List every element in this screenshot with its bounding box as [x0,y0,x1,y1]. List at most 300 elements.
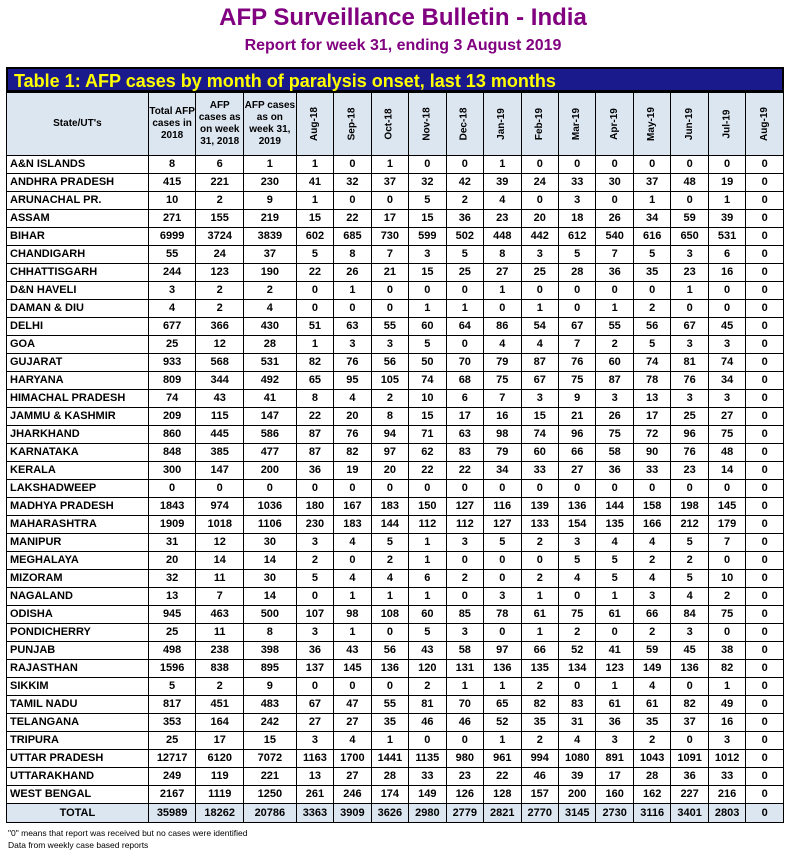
table-row [7,264,784,282]
table-row [7,390,784,408]
case-count: 531 [244,354,297,372]
table-row [7,588,784,606]
footnote-source: Data from weekly case based reports [8,840,149,850]
case-count: 0 [746,534,784,552]
case-count: 0 [148,480,196,498]
case-count: 5 [296,246,333,264]
case-count: 46 [446,714,483,732]
case-count: 4 [334,732,371,750]
case-count: 183 [334,516,371,534]
case-count: 4 [148,300,196,318]
case-count: 15 [296,210,333,228]
case-count: 6 [708,246,745,264]
case-count: 2 [196,192,244,210]
case-count: 45 [671,642,708,660]
case-count: 1441 [371,750,408,768]
case-count: 75 [708,606,745,624]
case-count: 0 [521,192,558,210]
case-count: 180 [296,498,333,516]
case-count: 2 [521,534,558,552]
case-count: 14 [244,552,297,570]
case-count: 13 [296,768,333,786]
case-count: 0 [484,552,521,570]
case-count: 36 [671,768,708,786]
case-count: 60 [409,318,446,336]
case-count: 21 [558,408,595,426]
footnote-zero: "0" means that report was received but no cases were identified [8,828,248,838]
case-count: 1 [371,588,408,606]
case-count: 0 [633,156,670,174]
header-month: Jun-19 [671,93,708,156]
case-count: 1 [371,732,408,750]
case-count: 150 [409,498,446,516]
case-count: 1043 [633,750,670,768]
case-count: 154 [558,516,595,534]
state-name: MADHYA PRADESH [7,498,149,516]
case-count: 134 [558,660,595,678]
case-count: 2 [633,732,670,750]
case-count: 27 [484,264,521,282]
case-count: 149 [633,660,670,678]
case-count: 36 [296,642,333,660]
case-count: 568 [196,354,244,372]
case-count: 0 [746,750,784,768]
case-count: 1036 [244,498,297,516]
case-count: 24 [196,246,244,264]
case-count: 1 [409,588,446,606]
case-count: 7 [371,246,408,264]
case-count: 4 [334,390,371,408]
case-count: 1 [521,300,558,318]
case-count: 4 [558,570,595,588]
case-count: 25 [148,732,196,750]
case-count: 2 [633,300,670,318]
case-count: 2 [708,588,745,606]
case-count: 28 [244,336,297,354]
case-count: 0 [746,372,784,390]
case-count: 96 [671,426,708,444]
case-count: 1 [409,534,446,552]
case-count: 0 [558,678,595,696]
case-count: 58 [446,642,483,660]
state-name: SIKKIM [7,678,149,696]
case-count: 78 [633,372,670,390]
case-count: 933 [148,354,196,372]
case-count: 28 [633,768,670,786]
case-count: 0 [746,300,784,318]
case-count: 15 [409,264,446,282]
table-row [7,318,784,336]
case-count: 3 [708,336,745,354]
table-row [7,516,784,534]
case-count: 4 [371,570,408,588]
case-count: 157 [521,786,558,804]
case-count: 8 [371,408,408,426]
case-count: 16 [708,264,745,282]
state-name: TAMIL NADU [7,696,149,714]
case-count: 11 [196,570,244,588]
case-count: 230 [244,174,297,192]
case-count: 18262 [196,804,244,823]
table-row [7,372,784,390]
case-count: 84 [671,606,708,624]
case-count: 244 [148,264,196,282]
case-count: 860 [148,426,196,444]
case-count: 61 [596,696,633,714]
case-count: 599 [409,228,446,246]
case-count: 2 [371,552,408,570]
case-count: 45 [708,318,745,336]
case-count: 0 [521,282,558,300]
case-count: 0 [633,480,670,498]
case-count: 2821 [484,804,521,823]
case-count: 0 [596,624,633,642]
case-count: 8 [244,624,297,642]
case-count: 87 [296,426,333,444]
case-count: 72 [633,426,670,444]
case-count: 0 [708,552,745,570]
case-count: 540 [596,228,633,246]
case-count: 650 [671,228,708,246]
case-count: 174 [371,786,408,804]
case-count: 1 [708,192,745,210]
case-count: 39 [558,768,595,786]
bulletin-title: AFP Surveillance Bulletin - India [219,4,587,31]
case-count: 9 [244,192,297,210]
case-count: 5 [596,570,633,588]
case-count: 30 [244,570,297,588]
case-count: 81 [671,354,708,372]
case-count: 2803 [708,804,745,823]
case-count: 10 [708,570,745,588]
case-count: 227 [671,786,708,804]
case-count: 20 [334,408,371,426]
case-count: 41 [244,390,297,408]
case-count: 200 [558,786,595,804]
case-count: 27 [708,408,745,426]
case-count: 895 [244,660,297,678]
case-count: 531 [708,228,745,246]
case-count: 7 [708,534,745,552]
case-count: 0 [334,156,371,174]
case-count: 961 [484,750,521,768]
case-count: 52 [558,642,595,660]
case-count: 0 [746,642,784,660]
table-row [7,660,784,678]
case-count: 1 [446,300,483,318]
case-count: 123 [196,264,244,282]
case-count: 451 [196,696,244,714]
case-count: 17 [196,732,244,750]
case-count: 1106 [244,516,297,534]
case-count: 39 [708,210,745,228]
case-count: 43 [196,390,244,408]
case-count: 116 [484,498,521,516]
case-count: 2 [446,192,483,210]
case-count: 34 [633,210,670,228]
case-count: 8 [148,156,196,174]
case-count: 82 [708,660,745,678]
state-name: WEST BENGAL [7,786,149,804]
case-count: 98 [484,426,521,444]
case-count: 0 [484,480,521,498]
case-count: 366 [196,318,244,336]
case-count: 19 [708,174,745,192]
case-count: 79 [484,354,521,372]
case-count: 128 [484,786,521,804]
case-count: 86 [484,318,521,336]
case-count: 105 [371,372,408,390]
case-count: 90 [633,444,670,462]
case-count: 139 [521,498,558,516]
case-count: 4 [334,570,371,588]
case-count: 74 [633,354,670,372]
case-count: 17 [371,210,408,228]
case-count: 2 [196,282,244,300]
case-count: 14 [196,552,244,570]
case-count: 385 [196,444,244,462]
case-count: 1 [671,282,708,300]
header-week-2018: AFP cases as on week 31, 2018 [196,93,244,156]
case-count: 3 [446,534,483,552]
case-count: 1 [596,588,633,606]
case-count: 0 [746,678,784,696]
case-count: 21 [371,264,408,282]
case-count: 1163 [296,750,333,768]
case-count: 39 [484,174,521,192]
case-count: 8 [296,390,333,408]
case-count: 70 [446,354,483,372]
case-count: 43 [334,642,371,660]
case-count: 1119 [196,786,244,804]
header-month: Sep-18 [334,93,371,156]
case-count: 483 [244,696,297,714]
case-count: 209 [148,408,196,426]
case-count: 0 [596,192,633,210]
case-count: 20786 [244,804,297,823]
case-count: 0 [596,282,633,300]
case-count: 0 [334,300,371,318]
case-count: 9 [244,678,297,696]
case-count: 67 [558,318,595,336]
table-row [7,174,784,192]
case-count: 0 [671,300,708,318]
case-count: 13 [633,390,670,408]
afp-cases-table [6,92,784,823]
table-row [7,606,784,624]
case-count: 74 [521,426,558,444]
case-count: 75 [484,372,521,390]
case-count: 12 [196,534,244,552]
case-count: 82 [521,696,558,714]
case-count: 0 [371,282,408,300]
state-name: ASSAM [7,210,149,228]
case-count: 2 [371,390,408,408]
case-count: 12717 [148,750,196,768]
case-count: 5 [446,246,483,264]
case-count: 20 [521,210,558,228]
case-count: 3909 [334,804,371,823]
case-count: 0 [746,552,784,570]
case-count: 76 [334,426,371,444]
case-count: 0 [708,480,745,498]
case-count: 0 [746,228,784,246]
case-count: 3 [296,534,333,552]
case-count: 0 [484,624,521,642]
case-count: 50 [409,354,446,372]
case-count: 0 [746,498,784,516]
case-count: 442 [521,228,558,246]
case-count: 4 [633,678,670,696]
case-count: 87 [596,372,633,390]
case-count: 219 [244,210,297,228]
case-count: 817 [148,696,196,714]
table-row [7,444,784,462]
case-count: 59 [633,642,670,660]
table-row [7,282,784,300]
case-count: 809 [148,372,196,390]
case-count: 5 [409,624,446,642]
case-count: 1 [484,156,521,174]
case-count: 0 [334,192,371,210]
case-count: 0 [746,192,784,210]
case-count: 63 [334,318,371,336]
case-count: 0 [671,192,708,210]
case-count: 17 [633,408,670,426]
table-row [7,156,784,174]
case-count: 36 [446,210,483,228]
case-count: 74 [148,390,196,408]
case-count: 22 [296,264,333,282]
case-count: 2 [633,552,670,570]
case-count: 120 [409,660,446,678]
case-count: 3 [446,624,483,642]
case-count: 0 [596,480,633,498]
case-count: 221 [244,768,297,786]
table-row [7,786,784,804]
state-name: TELANGANA [7,714,149,732]
case-count: 0 [746,696,784,714]
case-count: 22 [484,768,521,786]
case-count: 1 [296,192,333,210]
case-count: 0 [746,732,784,750]
case-count: 83 [446,444,483,462]
header-total-2018: Total AFP cases in 2018 [148,93,196,156]
case-count: 27 [334,714,371,732]
case-count: 445 [196,426,244,444]
case-count: 22 [409,462,446,480]
case-count: 0 [746,390,784,408]
case-count: 1 [596,300,633,318]
case-count: 1 [484,282,521,300]
case-count: 249 [148,768,196,786]
case-count: 3 [708,732,745,750]
case-count: 0 [746,354,784,372]
case-count: 23 [446,768,483,786]
case-count: 35 [633,264,670,282]
case-count: 0 [746,462,784,480]
header-row [7,93,784,156]
case-count: 94 [371,426,408,444]
case-count: 55 [371,318,408,336]
case-count: 3 [296,624,333,642]
case-count: 22 [446,462,483,480]
case-count: 38 [708,642,745,660]
case-count: 160 [596,786,633,804]
case-count: 14 [244,588,297,606]
case-count: 32 [334,174,371,192]
case-count: 0 [334,678,371,696]
case-count: 18 [558,210,595,228]
case-count: 67 [296,696,333,714]
case-count: 500 [244,606,297,624]
state-name: HARYANA [7,372,149,390]
case-count: 5 [371,534,408,552]
case-count: 166 [633,516,670,534]
case-count: 2167 [148,786,196,804]
case-count: 3 [596,732,633,750]
header-month: Mar-19 [558,93,595,156]
case-count: 35 [521,714,558,732]
case-count: 33 [521,462,558,480]
case-count: 4 [633,570,670,588]
case-count: 5 [596,552,633,570]
case-count: 300 [148,462,196,480]
case-count: 2 [196,678,244,696]
case-count: 95 [334,372,371,390]
case-count: 0 [296,678,333,696]
case-count: 145 [708,498,745,516]
case-count: 2 [296,552,333,570]
case-count: 36 [596,264,633,282]
case-count: 1700 [334,750,371,768]
case-count: 3363 [296,804,333,823]
case-count: 42 [446,174,483,192]
case-count: 3 [521,246,558,264]
case-count: 20 [371,462,408,480]
case-count: 35 [633,714,670,732]
case-count: 0 [334,480,371,498]
case-count: 2 [521,732,558,750]
case-count: 149 [409,786,446,804]
case-count: 5 [296,570,333,588]
case-count: 2 [521,570,558,588]
case-count: 35989 [148,804,196,823]
case-count: 0 [746,804,784,823]
case-count: 82 [671,696,708,714]
table-body [7,156,784,823]
case-count: 136 [558,498,595,516]
case-count: 502 [446,228,483,246]
case-count: 0 [521,552,558,570]
case-count: 2 [671,552,708,570]
case-count: 0 [708,156,745,174]
state-name: DELHI [7,318,149,336]
case-count: 31 [148,534,196,552]
case-count: 0 [521,480,558,498]
case-count: 212 [671,516,708,534]
table-title: Table 1: AFP cases by month of paralysis onset, last 13 months [6,67,784,92]
case-count: 3116 [633,804,670,823]
case-count: 16 [708,714,745,732]
case-count: 261 [296,786,333,804]
case-count: 27 [334,768,371,786]
case-count: 83 [558,696,595,714]
case-count: 112 [409,516,446,534]
case-count: 2 [244,282,297,300]
case-count: 0 [371,624,408,642]
case-count: 0 [746,480,784,498]
